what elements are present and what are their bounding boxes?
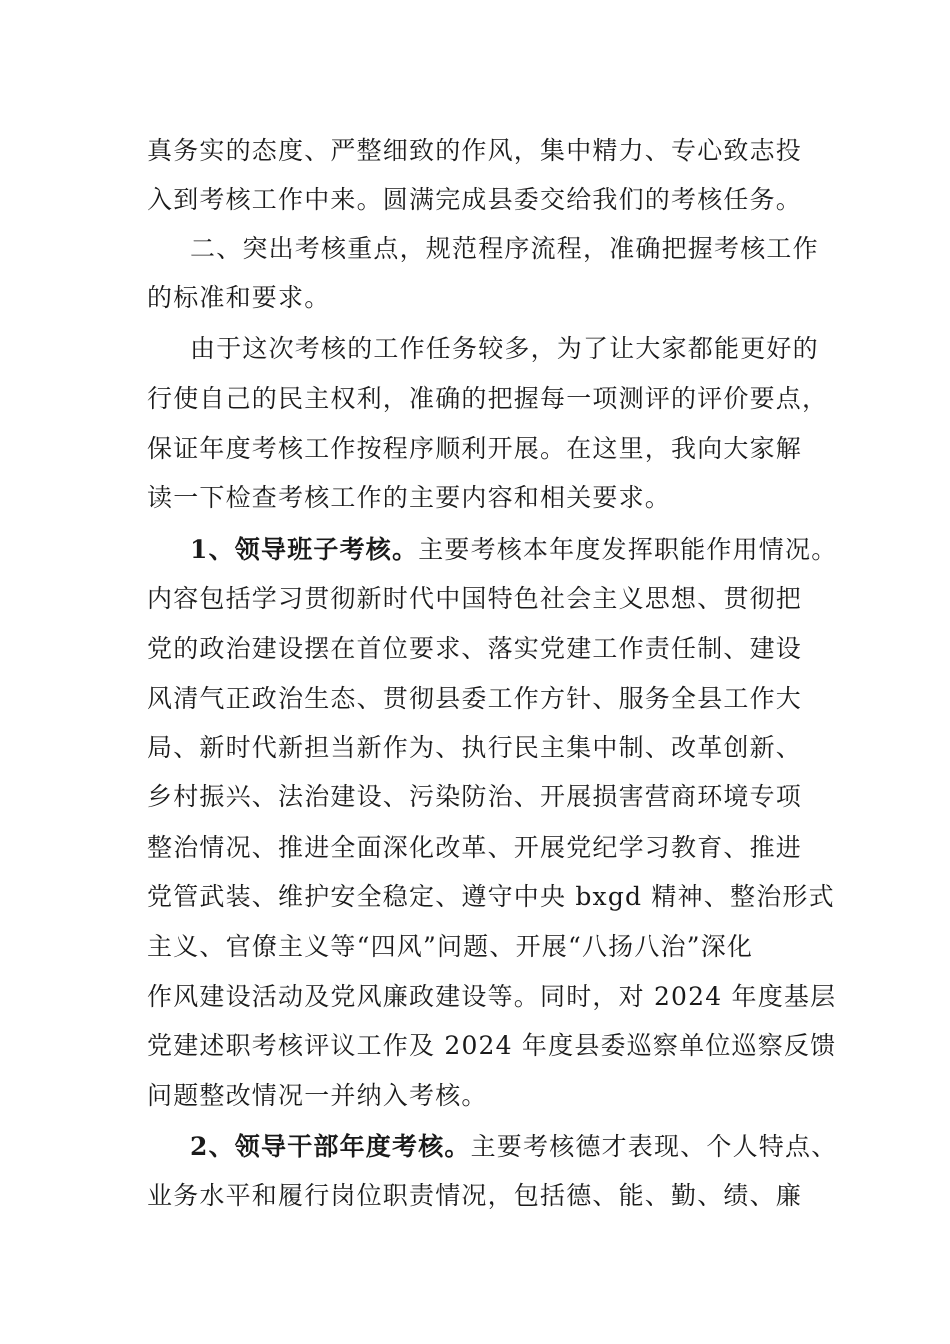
section-heading-line xyxy=(147,278,827,318)
text-segment: 乡村振兴、法治建设、污染防治、开展损害营商环境专项 xyxy=(147,782,803,811)
text-line xyxy=(147,777,827,817)
text-segment: 二、突出考核重点，规范程序流程，准确把握考核工作 xyxy=(190,234,819,263)
text-line xyxy=(147,1176,827,1216)
text-line xyxy=(147,728,827,768)
text-line xyxy=(147,579,827,619)
text-line xyxy=(190,329,870,369)
text-line xyxy=(147,1026,837,1066)
text-line xyxy=(147,379,827,419)
text-segment: 党建述职考核评议工作及 2024 年度县委巡察单位巡察反馈 xyxy=(147,1031,837,1060)
text-line xyxy=(147,131,827,171)
text-line xyxy=(147,927,827,967)
text-segment: 主义、官僚主义等“四风”问题、开展“八扬八治”深化 xyxy=(147,932,754,961)
text-line xyxy=(190,1127,870,1167)
text-segment: 风清气正政治生态、贯彻县委工作方针、服务全县工作大 xyxy=(147,684,803,713)
text-segment: 主要考核本年度发挥职能作用情况。 xyxy=(418,535,838,564)
text-line xyxy=(147,180,827,220)
section-heading-line xyxy=(190,229,870,269)
text-segment: 的标准和要求。 xyxy=(147,283,331,312)
text-segment: 业务水平和履行岗位职责情况，包括德、能、勤、绩、廉 xyxy=(147,1181,803,1210)
text-line xyxy=(147,828,827,868)
text-segment: 读一下检查考核工作的主要内容和相关要求。 xyxy=(147,483,672,512)
text-segment: 保证年度考核工作按程序顺利开展。在这里，我向大家解 xyxy=(147,434,803,463)
text-segment: 问题整改情况一并纳入考核。 xyxy=(147,1081,488,1110)
text-segment: 真务实的态度、严整细致的作风，集中精力、专心致志投 xyxy=(147,136,803,165)
text-segment: 党管武装、维护安全稳定、遵守中央 bxgd 精神、整治形式 xyxy=(147,882,835,911)
text-segment: 整治情况、推进全面深化改革、开展党纪学习教育、推进 xyxy=(147,833,803,862)
text-line xyxy=(147,1076,827,1116)
text-line xyxy=(147,629,827,669)
text-segment: 行使自己的民主权利，准确的把握每一项测评的评价要点， xyxy=(147,384,829,413)
text-line xyxy=(147,977,837,1017)
text-line xyxy=(147,478,827,518)
text-line xyxy=(190,530,870,570)
text-segment: 党的政治建设摆在首位要求、落实党建工作责任制、建设 xyxy=(147,634,803,663)
text-segment: 主要考核德才表现、个人特点、 xyxy=(470,1132,838,1161)
text-line xyxy=(147,679,827,719)
text-segment: 入到考核工作中来。圆满完成县委交给我们的考核任务。 xyxy=(147,185,803,214)
text-segment: 局、新时代新担当新作为、执行民主集中制、改革创新、 xyxy=(147,733,803,762)
text-line xyxy=(147,429,827,469)
text-line xyxy=(147,877,835,917)
text-segment: 由于这次考核的工作任务较多，为了让大家都能更好的 xyxy=(190,334,819,363)
text-segment: 作风建设活动及党风廉政建设等。同时，对 2024 年度基层 xyxy=(147,982,837,1011)
text-segment: 内容包括学习贯彻新时代中国特色社会主义思想、贯彻把 xyxy=(147,584,803,613)
bold-lead-text: 1、领导班子考核。 xyxy=(190,535,419,564)
bold-lead-text: 2、领导干部年度考核。 xyxy=(190,1132,471,1161)
